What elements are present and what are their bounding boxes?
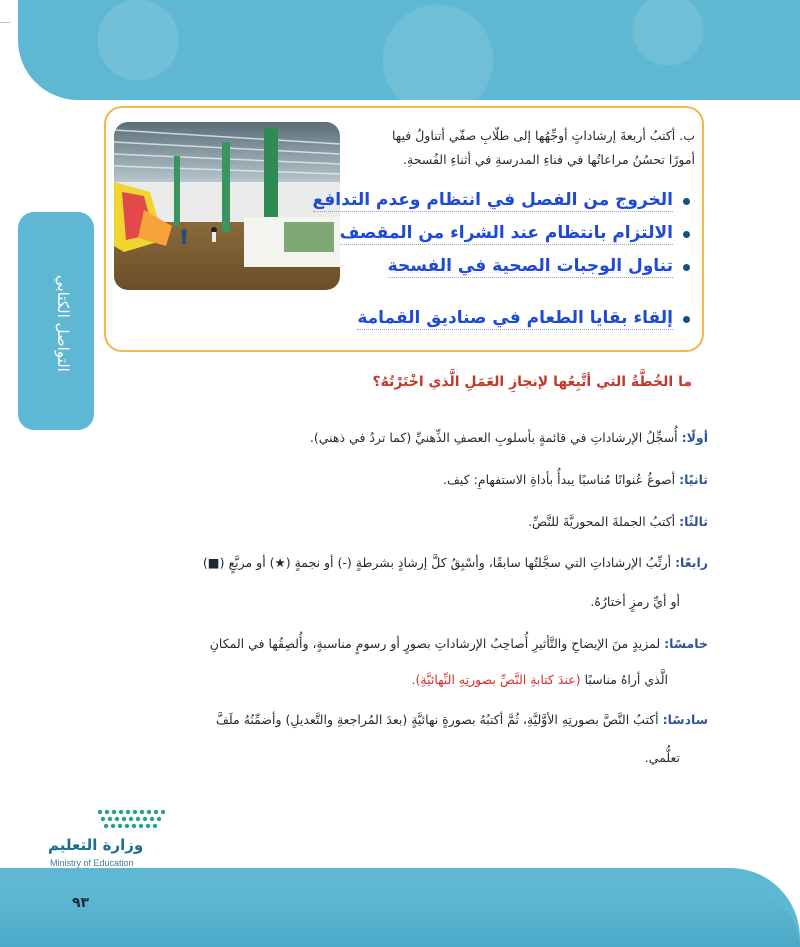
step-item [108, 428, 708, 448]
answer-text: تناول الوجبات الصحية في الفسحة [387, 256, 673, 276]
step-label: ثانيًا: [679, 472, 708, 487]
step-text: أو أيِّ رمزٍ أختارُهُ. [590, 594, 680, 609]
answer-item [357, 305, 690, 333]
step-label: ثالثًا: [679, 514, 708, 529]
step-text: تعلُّمي. [644, 750, 680, 765]
step-item [108, 470, 708, 490]
step-item-continuation [68, 670, 668, 690]
header-decoration [18, 0, 800, 100]
step-item-continuation [80, 592, 680, 612]
answer-item [313, 187, 690, 215]
crop-mark [0, 22, 10, 23]
step-item-continuation [80, 748, 680, 768]
step-text: أكتبُ النَّصَّ بصورتِهِ الأوَّليَّةِ، ثُمَّ أكتبُهُ بصورةٍ نهائيَّةٍ (بعدَ المُراجعةِ والتَّعديلِ) وأضمِّنُهُ ملَفَّ [215, 712, 663, 727]
step-label: أولًا: [681, 430, 708, 445]
plan-question-heading: ما الخُطَّةُ التي أتَّبِعُها لإنجازِ العَمَلِ الَّذي اخْتَرْتُهُ؟ [372, 374, 692, 390]
step-text: أكتبُ الجملةَ المحوريَّةَ للنَّصِّ. [528, 514, 680, 529]
instruction-line-1: ب. أكتبُ أربعةَ إرشاداتٍ أوجِّهُها إلى طلّابِ صفّي أتناولُ فيها [391, 128, 695, 143]
answer-item [388, 253, 690, 281]
bullet-icon [683, 198, 690, 205]
ministry-name-ar: وزارة التعليم [48, 836, 144, 854]
step-text: أرتِّبُ الإرشاداتِ التي سجَّلتُها سابقًا، وأسْبِقُ كلَّ إرشادٍ بشرطةٍ (-) أو نجمةٍ (★) أو مربَّعٍ (■) [202, 555, 676, 570]
footer-band-shade [0, 892, 800, 947]
step-highlight-text: (عندَ كتابةِ النَّصِّ بصورتِهِ النِّهائيَّةِ). [411, 672, 581, 687]
step-text: الَّذي أراهُ مناسبًا [584, 672, 668, 687]
ministry-logo-icon [96, 806, 168, 832]
step-label: سادسًا: [662, 712, 708, 727]
answer-text: إلقاء بقايا الطعام في صناديق القمامة [357, 308, 673, 328]
instruction-line-2: أمورًا تحسُنُ مراعاتُها في فناءِ المدرسةِ في أثناءِ الفُسحةِ. [403, 152, 695, 167]
bullet-icon [683, 264, 690, 271]
bullet-icon [683, 316, 690, 323]
school-yard-photo [114, 122, 340, 290]
step-text: أصوغُ عُنوانًا مُناسبًا يبدأُ بأداةِ الاستفهامِ: كيف. [443, 472, 680, 487]
school-yard-photo-illustration [114, 122, 340, 290]
step-text: لمزيدٍ منَ الإيضاحِ والتَّأثيرِ أُصاحِبُ الإرشاداتِ بصورٍ أو رسومٍ مناسبةٍ، وأُلصِقُها في المكانِ [209, 636, 665, 651]
answer-text: الالتزام بانتظام عند الشراء من المقصف [339, 223, 673, 243]
step-item [108, 512, 708, 532]
step-text: أُسجِّلُ الإرشاداتِ في قائمةٍ بأسلوبِ العصفِ الذِّهنيِّ (كما تردُ في ذهني). [309, 430, 682, 445]
answer-list [312, 187, 690, 347]
page-number: ٩٣ [72, 895, 90, 911]
header-band [18, 0, 800, 100]
answer-item [340, 220, 690, 248]
step-item [108, 634, 708, 654]
step-label: رابعًا: [675, 555, 708, 570]
ministry-name-en: Ministry of Education [50, 858, 134, 868]
activity-instruction [345, 124, 695, 172]
step-item [108, 553, 708, 573]
section-side-tab-label: التواصل الكتابي [54, 274, 72, 372]
answer-text: الخروج من الفصل في انتظام وعدم التدافع [312, 190, 673, 210]
step-item [108, 710, 708, 730]
step-label: خامسًا: [664, 636, 708, 651]
bullet-icon [683, 231, 690, 238]
